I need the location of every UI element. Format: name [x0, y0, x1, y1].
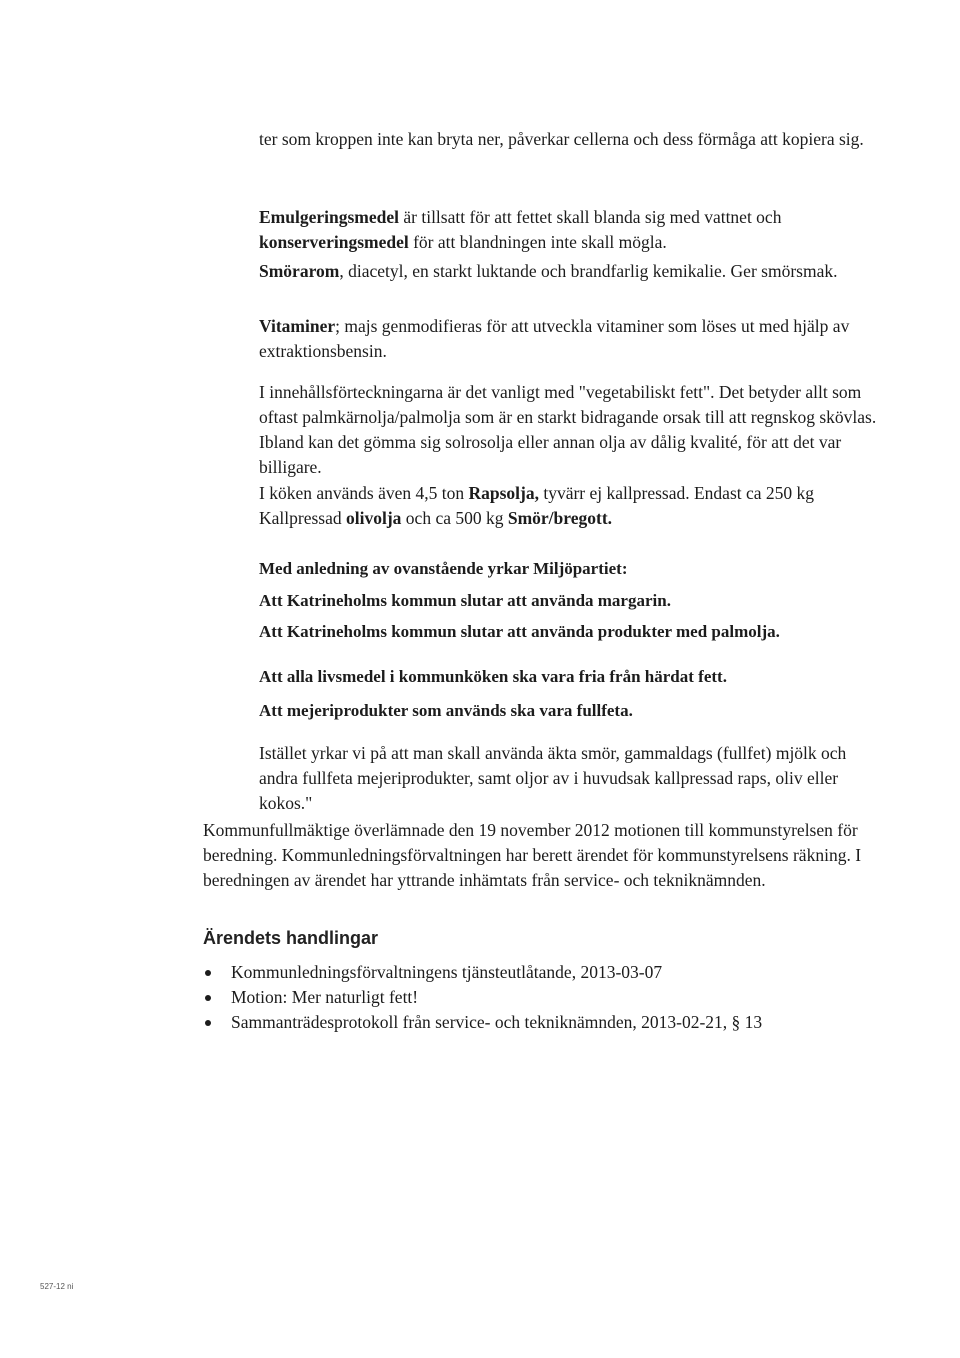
paragraph-vitamins	[259, 314, 879, 364]
paragraph-continuation: ter som kroppen inte kan bryta ner, påverkar cellerna och dess förmåga att kopiera sig.	[259, 129, 864, 149]
demands-intro: Med anledning av ovanstående yrkar Miljöpartiet:	[259, 559, 628, 578]
footer-code: 527-12 ni	[40, 1282, 74, 1291]
demand-palm-oil: Att Katrineholms kommun slutar att använda produkter med palmolja.	[259, 622, 780, 641]
text-emul-mid: är tillsatt för att fettet skall blanda sig med vattnet och	[399, 207, 782, 227]
paragraph-butter-aroma	[259, 259, 879, 284]
text-vitaminer: ; majs genmodifieras för att utveckla vitaminer som löses ut med hjälp av extraktionsbensin.	[259, 316, 850, 361]
demand-hydrogenated-fat: Att alla livsmedel i kommunköken ska vara fria från härdat fett.	[259, 667, 727, 686]
text-kok-c: och ca 500 kg	[401, 508, 508, 528]
bullet-icon	[205, 1020, 211, 1026]
demand-full-fat-dairy: Att mejeriprodukter som används ska vara fullfeta.	[259, 701, 633, 720]
text-kok-a: I köken används även 4,5 ton	[259, 483, 469, 503]
paragraph-instead: Istället yrkar vi på att man skall använda äkta smör, gammaldags (fullfet) mjölk och andra fullfeta mejeriprodukter, samt oljor av i huvudsak kallpressad raps, oliv eller kokos."	[259, 743, 847, 813]
text-smorarom: , diacetyl, en starkt luktande och brandfarlig kemikalie. Ger smörsmak.	[339, 261, 838, 281]
list-item	[203, 960, 883, 985]
term-smor-bregott: Smör/bregott.	[507, 508, 613, 528]
list-item	[203, 1010, 883, 1035]
bullet-icon	[205, 995, 211, 1001]
bullet-icon	[205, 970, 211, 976]
paragraph-kitchens	[259, 481, 879, 531]
documents-list	[203, 960, 883, 1035]
term-rapsolja: Rapsolja,	[468, 483, 539, 503]
section-heading-documents: Ärendets handlingar	[203, 928, 379, 948]
paragraph-emulsifiers	[259, 205, 879, 255]
list-item-text: Sammanträdesprotokoll från service- och tekniknämnden, 2013-02-21, § 13	[231, 1012, 763, 1032]
text-emul-end: för att blandningen inte skall mögla.	[408, 232, 667, 252]
text-kok-b: tyvärr ej kallpressad. Endast ca 250 kg Kallpressad	[259, 483, 815, 528]
term-smorarom: Smörarom	[259, 261, 340, 281]
list-item-text: Kommunledningsförvaltningens tjänsteutlåtande, 2013-03-07	[231, 962, 663, 982]
term-emulgeringsmedel: Emulgeringsmedel	[259, 207, 399, 227]
paragraph-ingredients: I innehållsförteckningarna är det vanligt med "vegetabiliskt fett". Det betyder allt som oftast palmkärnolja/palmolja som är en starkt bidragande orsak till att regnskog skövlas. Ibland kan det gömma sig solrosolja eller annan olja av dålig kvalité, för att det var billigare.	[259, 382, 877, 477]
term-olivolja: olivolja	[346, 508, 402, 528]
paragraph-council: Kommunfullmäktige överlämnade den 19 november 2012 motionen till kommunstyrelsen för beredning. Kommunledningsförvaltningen har berett ärendet för kommunstyrelsens räkning. I beredningen av ärendet har yttrande inhämtats från service- och tekniknämnden.	[203, 820, 862, 890]
list-item	[203, 985, 883, 1010]
term-vitaminer: Vitaminer	[259, 316, 336, 336]
list-item-text: Motion: Mer naturligt fett!	[231, 987, 419, 1007]
demand-margarine: Att Katrineholms kommun slutar att använda margarin.	[259, 591, 671, 610]
term-konserveringsmedel: konserveringsmedel	[259, 232, 409, 252]
